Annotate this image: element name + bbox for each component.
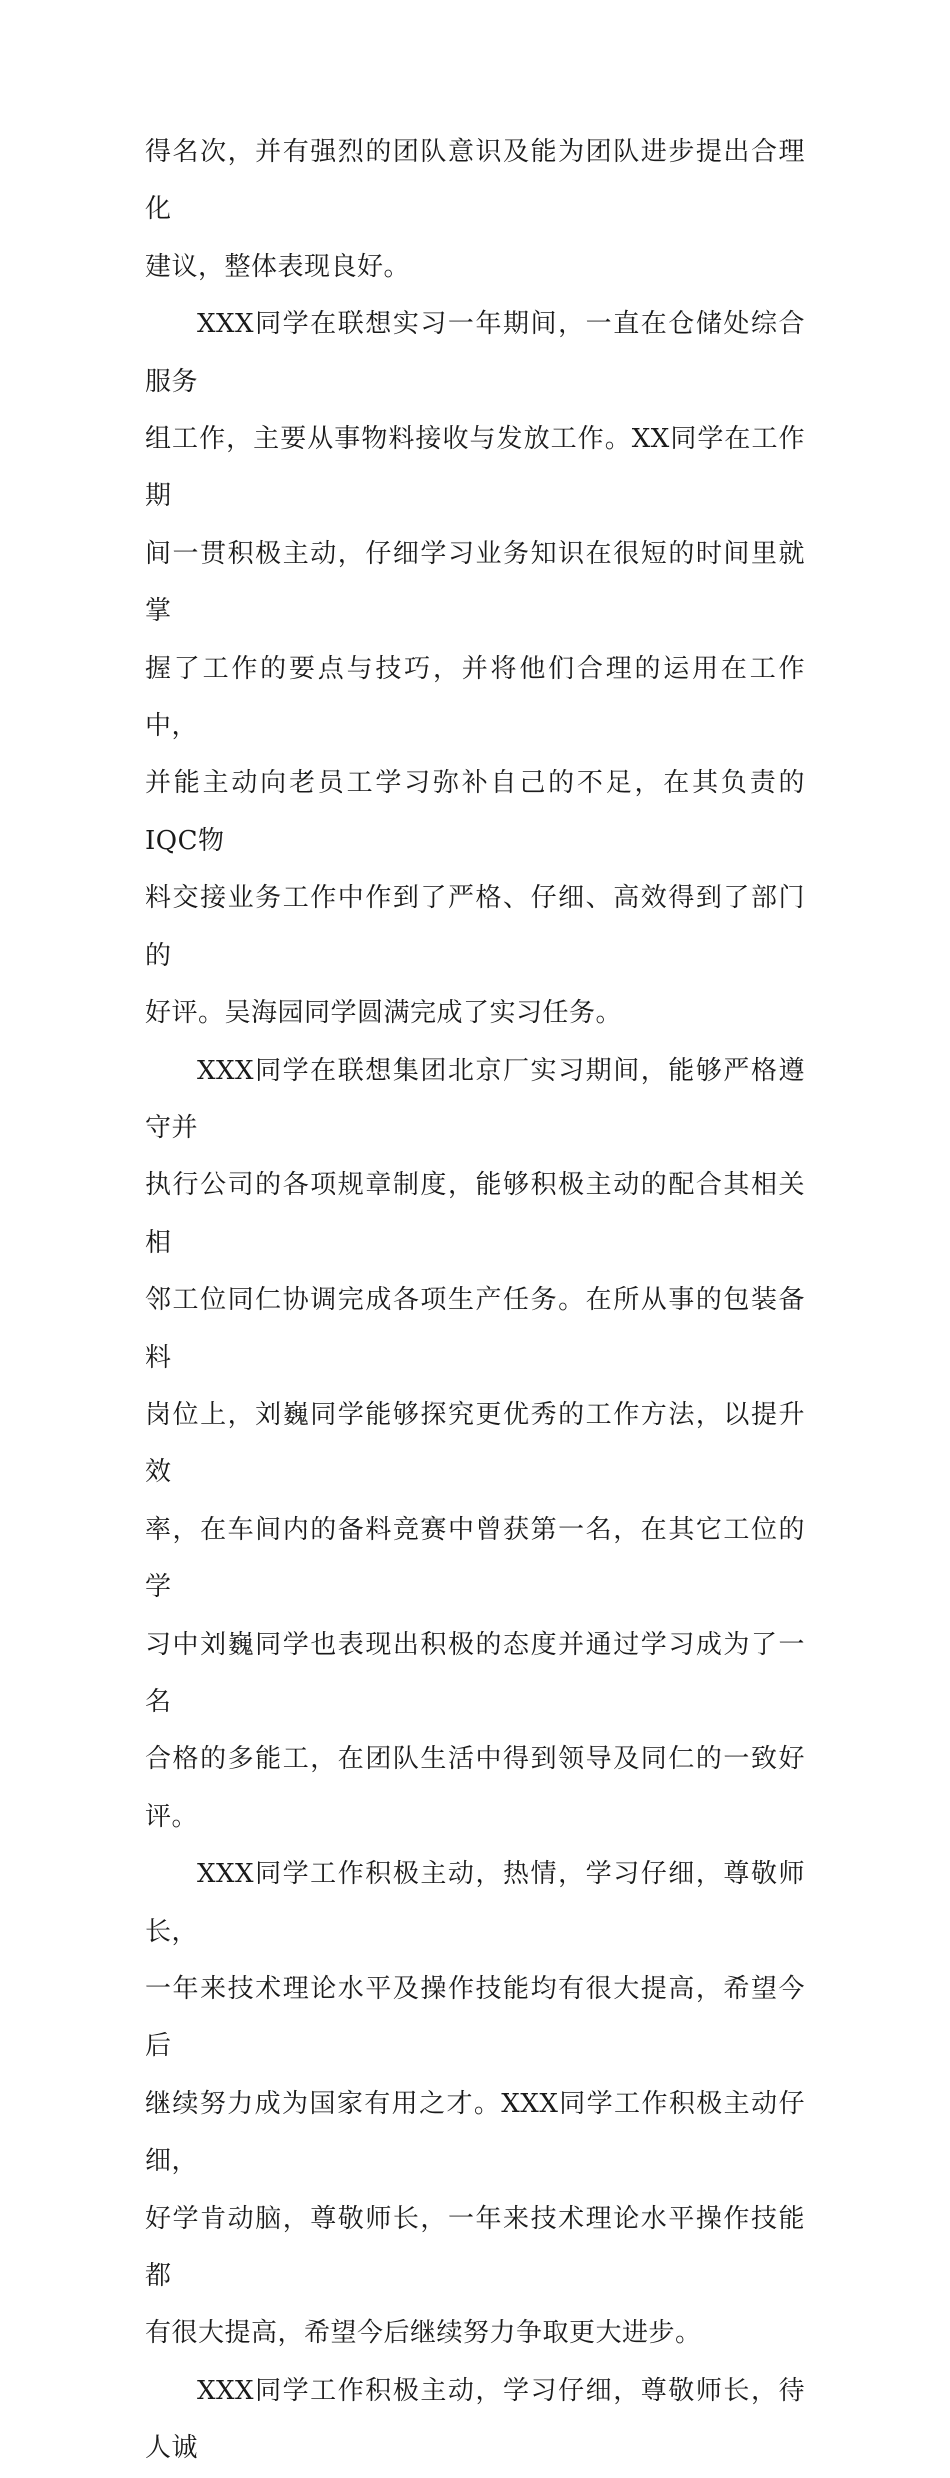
paragraph-5: XXX同学工作积极主动，学习仔细，尊敬师长，待人诚	[145, 2375, 805, 2464]
paragraph-3: XXX同学在联想集团北京厂实习期间，能够严格遵守并 执行公司的各项规章制度，能够积极主动的配合其相关相 邻工位同仁协调完成各项生产任务。在所从事的包装备料 岗位上，刘巍同学能够探究更优秀的工作方法，以提升效 率，在车间内的备料竞赛中曾获第一名，在其它工位的学 习中刘巍同学也表现出积极的态度并通过学习成为了一名 合格的多能工，在团队生活中得到领导及同仁的一致好评。	[145, 1055, 805, 1832]
paragraph-1: 得名次，并有强烈的团队意识及能为团队进步提出合理化 建议，整体表现良好。	[145, 137, 805, 282]
paragraph-4: XXX同学工作积极主动，热情，学习仔细，尊敬师长， 一年来技术理论水平及操作技能均有很大提高，希望今后 继续努力成为国家有用之才。XXX同学工作积极主动仔细， 好学肯动脑，尊敬师长，一年来技术理论水平操作技能都 有很大提高，希望今后继续努力争取更大进步。	[145, 1859, 805, 2349]
document-body	[145, 124, 805, 2478]
paragraph-2: XXX同学在联想实习一年期间，一直在仓储处综合服务 组工作，主要从事物料接收与发放工作。XX同学在工作期 间一贯积极主动，仔细学习业务知识在很短的时间里就掌 握了工作的要点与技巧，并将他们合理的运用在工作中， 并能主动向老员工学习弥补自己的不足，在其负责的IQC物 料交接业务工作中作到了严格、仔细、高效得到了部门的 好评。吴海园同学圆满完成了实习任务。	[145, 309, 805, 1029]
